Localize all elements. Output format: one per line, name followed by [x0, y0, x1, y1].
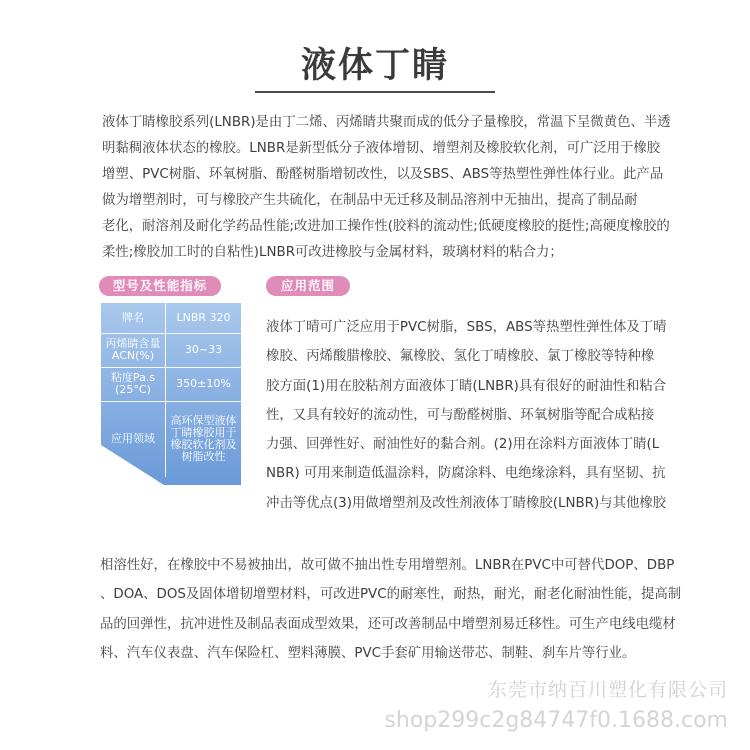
application-line: 橡胶、丙烯酸腊橡胶、氟橡胶、氢化丁晴橡胶、氯丁橡胶等特种橡	[266, 349, 655, 365]
spec-row-brand	[101, 303, 241, 333]
spec-row-viscosity	[101, 367, 241, 401]
watermark-shop-url: shop299c2g84747f0.1688.com	[384, 708, 728, 733]
intro-paragraph	[102, 110, 671, 266]
application-line: 、DOA、DOS及固体增韧增塑材料，可改进PVC的耐寒性，耐热，耐光，耐老化耐油性能，提高制	[100, 587, 682, 603]
application-heading-badge: 应用范围	[266, 276, 350, 296]
intro-line: 老化，耐溶剂及耐化学药品性能;改进加工操作性(胶料的流动性;低硬度橡胶的挺性;高硬度橡胶的	[102, 219, 670, 234]
application-line: 冲击等优点(3)用做增塑剂及改性剂液体丁睛橡胶(LNBR)与其他橡胶	[266, 495, 667, 511]
application-line: 料、汽车仪表盘、汽车保险杠、塑料薄膜、PVC手套矿用输送带芯、制鞋、刹车片等行业。	[100, 645, 636, 661]
spec-label: 粘度Pa.s (25°C)	[110, 371, 156, 396]
intro-line: 做为增塑剂时，可与橡胶产生共硫化，在制品中无迁移及制品溶剂中无抽出，提高了制品耐	[102, 193, 638, 208]
title-underline	[255, 91, 495, 93]
intro-line: 增塑、PVC树脂、环氧树脂、酚醛树脂增韧改性，以及SBS、ABS等热塑性弹性体行业。此产品	[102, 167, 664, 182]
spec-value: LNBR 320	[166, 303, 242, 333]
spec-value: 350±10%	[166, 367, 242, 401]
spec-label: 丙烯睛含量ACN(%)	[105, 337, 161, 362]
intro-line: 明黏稠液体状态的橡胶。LNBR是新型低分子液体增韧、增塑剂及橡胶软化剂，可广泛用于橡胶	[102, 141, 661, 156]
spec-heading-badge: 型号及性能指标	[99, 276, 221, 296]
application-paragraph	[266, 313, 686, 518]
application-line: 性，又具有较好的流动性，可与酚醛树脂、环氧树脂等配合成粘接	[266, 407, 655, 423]
intro-line: 柔性;橡胶加工时的自粘性)LNBR可改进橡胶与金属材料，玻璃材料的粘合力；	[102, 245, 563, 260]
page-title: 液体丁睛	[300, 46, 449, 86]
application-line: NBR) 可用来制造低温涂料，防腐涂料、电绝缘涂料，具有坚韧、抗	[266, 466, 666, 482]
application-line: 力强、回弹性好、耐油性好的黏合剂。(2)用在涂料方面液体丁睛(L	[266, 437, 660, 453]
spec-table-panel	[101, 303, 241, 485]
spec-table	[101, 303, 241, 477]
spec-row-acn	[101, 333, 241, 367]
spec-value: 30~33	[166, 333, 242, 367]
application-line: 胶方面(1)用在胶粘剂方面液体丁睛(LNBR)具有很好的耐油性和粘合	[266, 378, 667, 394]
watermark-company: 东莞市纳百川塑化有限公司	[487, 679, 728, 701]
spec-value: 高环保型液体丁睛橡胶用于橡胶软化剂及树脂改性	[166, 401, 242, 477]
application-line: 品的回弹性，抗冲进性及制品表面成型效果，还可改善制品中增塑剂易迁移性。可生产电线电缆材	[100, 616, 676, 632]
application-paragraph-continued	[100, 551, 700, 668]
spec-row-application	[101, 401, 241, 477]
application-line: 相溶性好，在橡胶中不易被抽出，故可做不抽出性专用增塑剂。LNBR在PVC中可替代DOP、DBP	[100, 558, 675, 573]
spec-label: 牌名	[122, 310, 144, 324]
intro-line: 液体丁睛橡胶系列(LNBR)是由丁二烯、丙烯睛共聚而成的低分子量橡胶，常温下呈微黄色、半透	[102, 115, 671, 130]
spec-label: 应用领域	[111, 432, 155, 446]
application-line: 液体丁晴可广泛应用于PVC树脂，SBS，ABS等热塑性弹性体及丁晴	[266, 320, 667, 335]
